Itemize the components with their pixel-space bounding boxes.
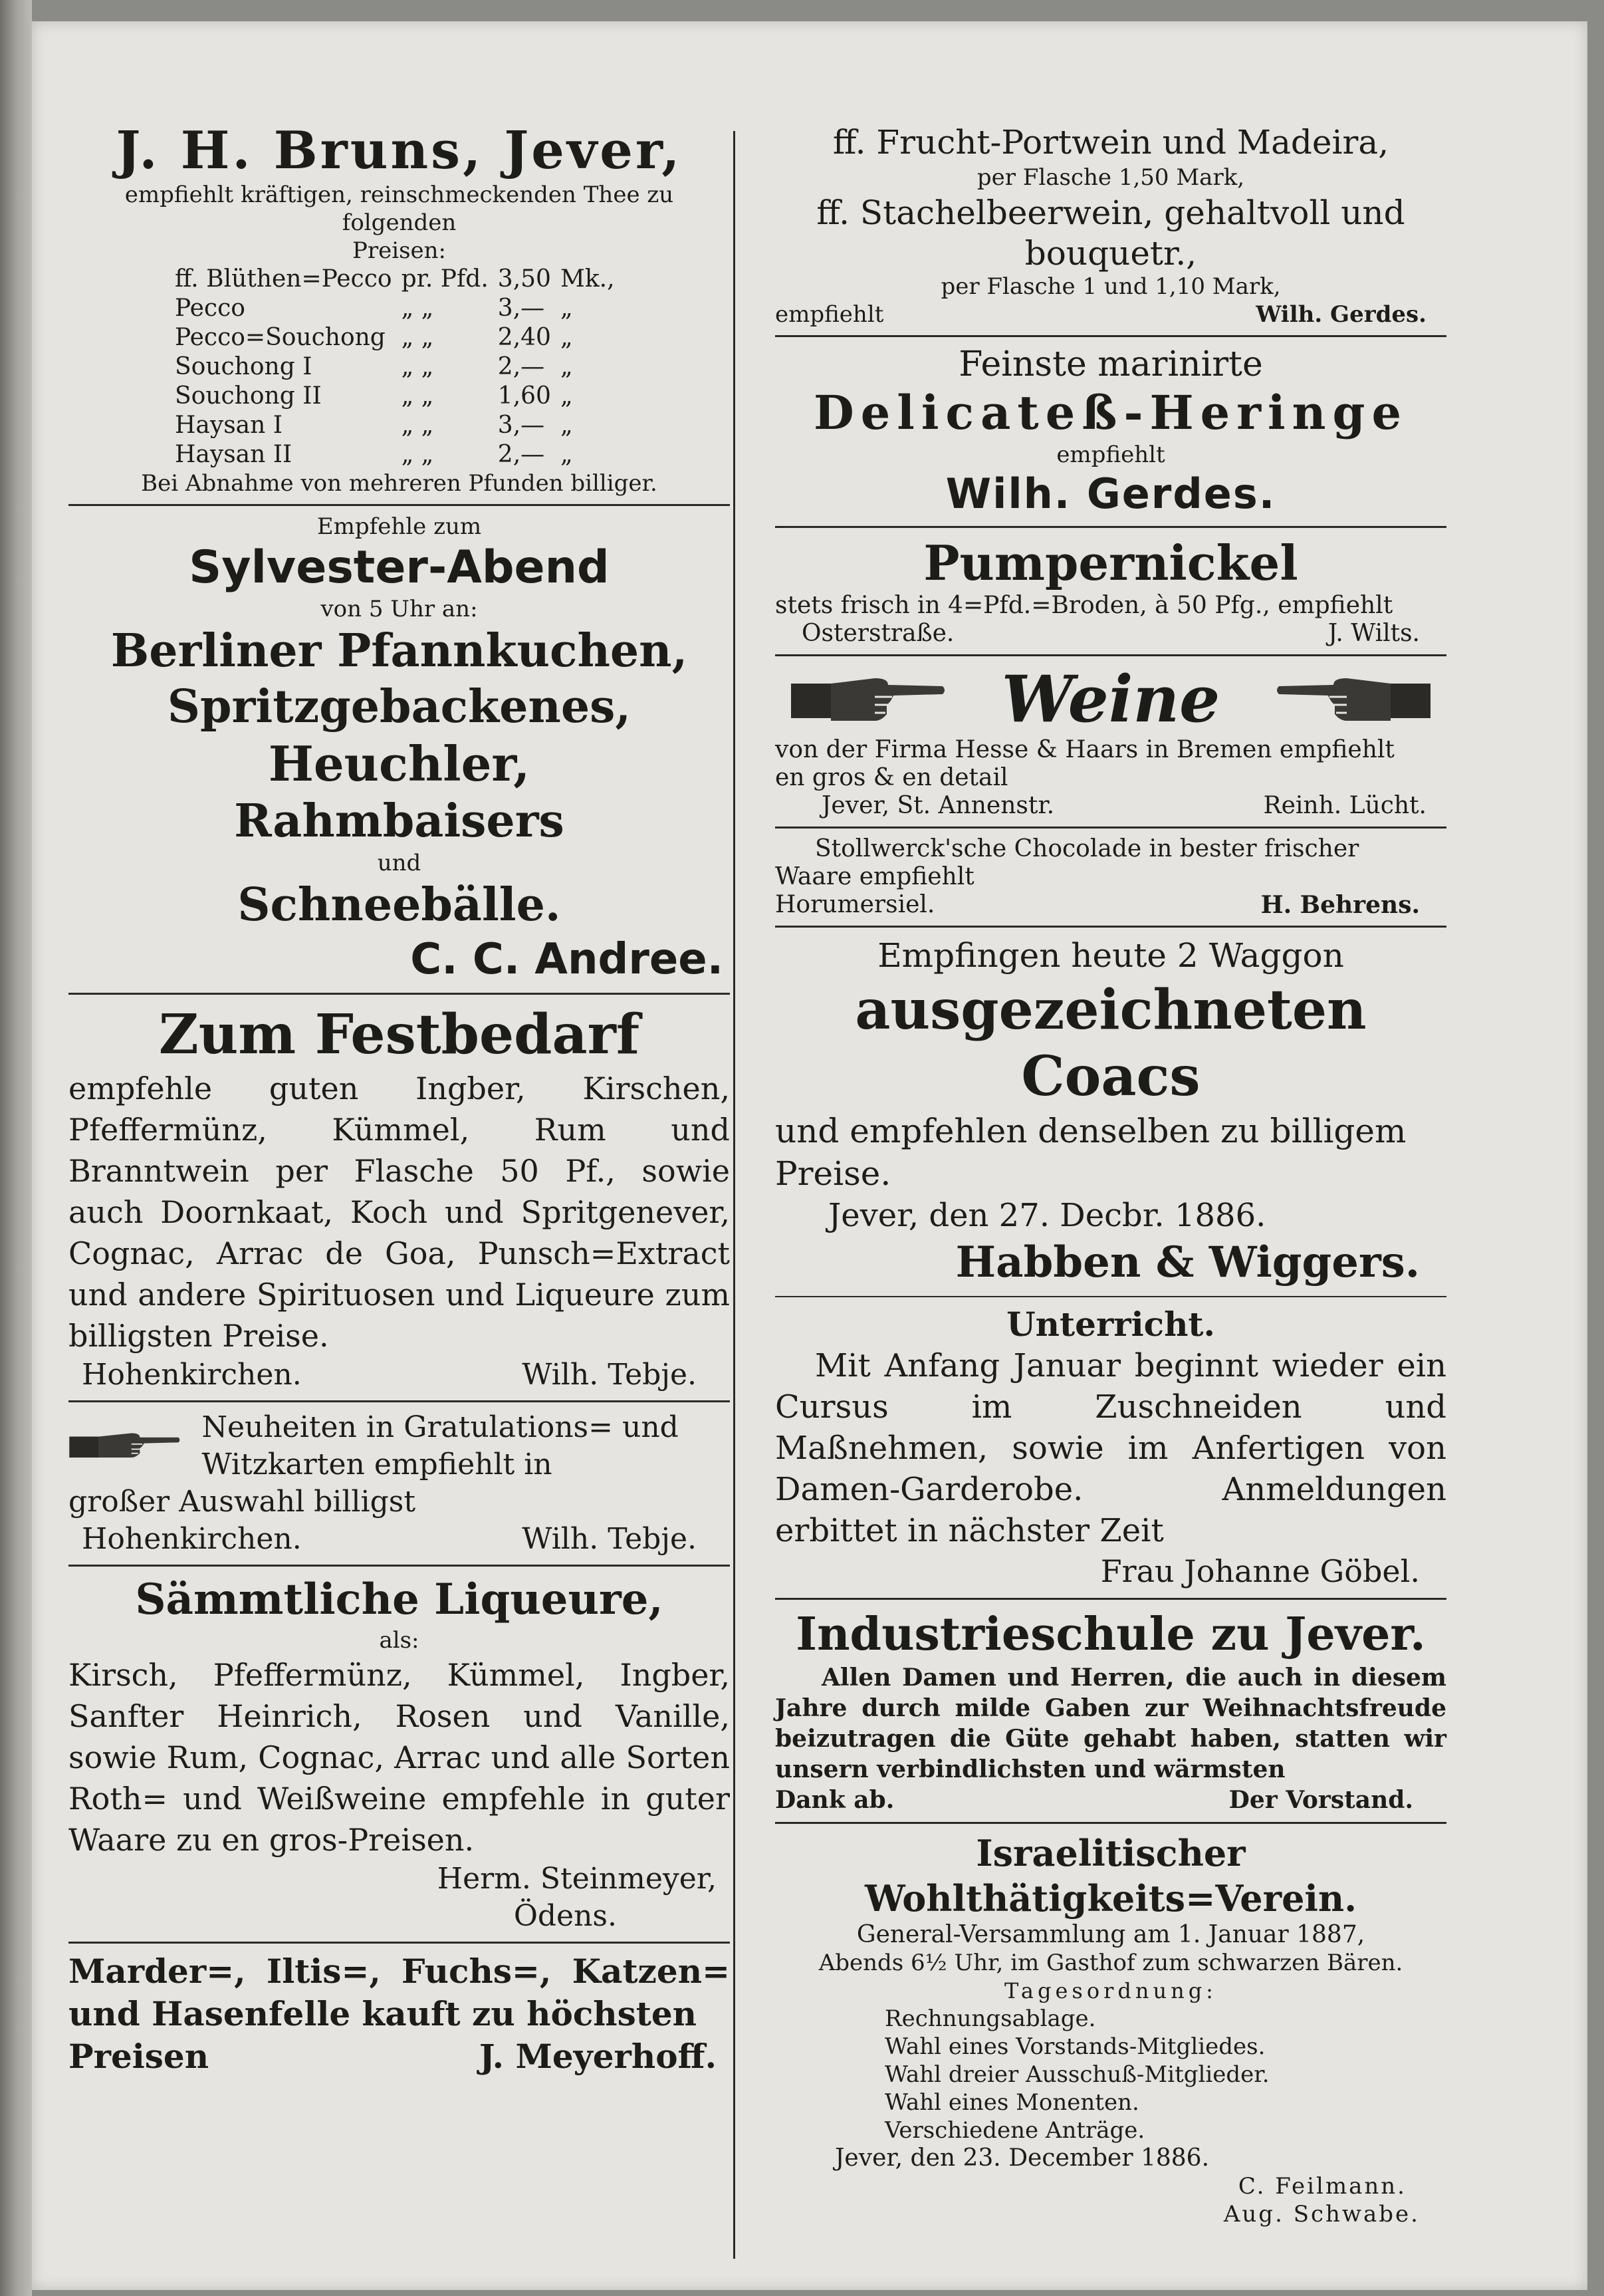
ad-footer [775, 1785, 1446, 1815]
separator [775, 1296, 1446, 1297]
ad-footer [775, 891, 1446, 919]
separator [775, 1822, 1446, 1824]
book-spine [0, 0, 32, 2296]
price-row [175, 352, 624, 382]
ad-signature: C. C. Andree. [410, 935, 723, 984]
separator [68, 504, 730, 506]
ad-signature: J. Wilts. [1327, 620, 1420, 647]
ad-text: Dank ab. [775, 1786, 895, 1814]
ad-gerdes-wein [775, 121, 1446, 328]
ad-text: und empfehlen denselben zu billigem [775, 1112, 1407, 1150]
ad-text: General-Versammlung am 1. Januar 1887, [856, 1921, 1365, 1948]
pointing-hand-left-icon [1274, 666, 1433, 733]
ad-heading: Sämmtliche Liqueure, [135, 1575, 663, 1624]
ad-signature: Habben & Wiggers. [955, 1237, 1420, 1287]
ad-signature: Der Vorstand. [1228, 1786, 1413, 1814]
ad-text: bouquetr., [1024, 234, 1197, 273]
price-cur: „ [560, 412, 573, 439]
agenda-item: Wahl eines Vorstands-Mitgliedes. [885, 2033, 1266, 2060]
ad-text: Mit Anfang Januar beginnt wieder ein Cursus im Zuschneiden und Maßnehmen, sowie im Anfertigen von Damen-Garderobe. Anmeldungen erbittet in nächster Zeit [775, 1347, 1446, 1549]
agenda-list [775, 2005, 1446, 2144]
ad-heading: Zum Festbedarf [158, 1003, 640, 1067]
price-unit: „ „ [401, 382, 434, 410]
ad-text: und [377, 850, 421, 876]
agenda-item: Wahl eines Monenten. [885, 2089, 1139, 2116]
right-column [775, 121, 1446, 2228]
price-row [175, 411, 624, 440]
price-cur: „ [560, 441, 573, 468]
pointing-hand-right-icon [788, 666, 948, 733]
ad-signature: Herm. Steinmeyer, [437, 1862, 717, 1896]
ad-text: Preisen [68, 2037, 209, 2076]
price-price: 2,40 [497, 324, 551, 351]
ad-pumpernickel [775, 535, 1446, 648]
ad-footer [68, 2035, 730, 2078]
ad-signature: Aug. Schwabe. [1223, 2201, 1420, 2228]
ad-text: von 5 Uhr an: [320, 596, 478, 622]
ad-text: per Flasche 1 und 1,10 Mark, [941, 273, 1281, 300]
ad-heading: ausgezeichneten Coacs [855, 978, 1367, 1108]
ad-text: Bei Abnahme von mehreren Pfunden billiger. [141, 470, 657, 497]
ad-weine [775, 663, 1446, 820]
ad-signature: Wilh. Tebje. [522, 1358, 697, 1392]
ad-heading: Heuchler, [268, 735, 530, 792]
price-cur: „ [560, 382, 573, 410]
ad-liqueure [68, 1573, 730, 1935]
ad-text: Waare empfiehlt [775, 863, 974, 890]
price-price: 1,60 [497, 382, 551, 410]
price-row [175, 382, 624, 411]
ad-text: empfiehlt kräftigen, reinschmeckenden Thee zu folgenden [124, 182, 674, 236]
ad-text: empfehle guten Ingber, Kirschen, Pfeffermünz, Kümmel, Rum und Branntwein per Flasche 50 Pf., sowie auch Doornkaat, Koch und Spritgenever, Cognac, Arrac de Goa, Punsch=Extract und andere Spirituosen und Liqueure zum billigsten Preise. [68, 1071, 730, 1354]
ad-footer [775, 301, 1446, 328]
ad-text: stets frisch in 4=Pfd.=Broden, à 50 Pfg., empfiehlt [775, 592, 1393, 619]
price-unit: „ „ [401, 412, 434, 439]
ad-place: Horumersiel. [775, 891, 935, 918]
ad-verein [775, 1831, 1446, 2228]
price-price: 3,50 [497, 265, 551, 293]
ad-heading: Sylvester-Abend [189, 541, 610, 594]
ad-text: Stollwerck'sche Chocolade in bester frischer [815, 835, 1359, 862]
ad-heringe [775, 344, 1446, 519]
ad-place: Hohenkirchen. [82, 1522, 302, 1556]
ad-text: empfiehlt [775, 301, 884, 328]
ad-text: ff. Stachelbeerwein, gehaltvoll und [816, 193, 1405, 232]
newspaper-page [32, 21, 1587, 2290]
ad-text: Feinste marinirte [959, 344, 1263, 384]
separator [68, 1942, 730, 1944]
ad-andree [68, 513, 730, 986]
ad-text: Empfehle zum [316, 513, 482, 540]
separator [775, 654, 1446, 656]
price-name: Souchong I [175, 353, 312, 380]
price-row [175, 294, 624, 323]
price-unit: „ „ [401, 353, 434, 380]
ad-signature: Frau Johanne Göbel. [1100, 1553, 1420, 1589]
ad-festbedarf [68, 1001, 730, 1394]
ad-karten-top [68, 1409, 730, 1483]
ad-heading: J. H. Bruns, Jever, [116, 120, 683, 181]
pointing-hand-icon [68, 1416, 181, 1476]
ad-text: Neuheiten in Gratulations= und Witzkarten empfiehlt in [201, 1410, 679, 1481]
ad-text: Preise. [775, 1154, 891, 1193]
ad-text: von der Firma Hesse & Haars in Bremen empfiehlt [775, 736, 1395, 763]
ad-text: Marder=, Iltis=, Fuchs=, Katzen= und Hasenfelle kauft zu höchsten [68, 1952, 730, 2033]
separator [68, 1565, 730, 1567]
price-price: 2,— [497, 353, 545, 380]
price-unit: „ „ [401, 324, 434, 351]
price-cur: Mk., [560, 265, 615, 293]
ad-text: Abends 6½ Uhr, im Gasthof zum schwarzen Bären. [818, 1950, 1403, 1976]
ad-signature: H. Behrens. [1260, 891, 1420, 919]
separator [775, 526, 1446, 528]
price-cur: „ [560, 324, 573, 351]
price-price: 2,— [497, 441, 545, 468]
ad-heading: Pumpernickel [923, 535, 1298, 591]
ad-date: Jever, den 27. Decbr. 1886. [828, 1197, 1266, 1234]
separator [775, 926, 1446, 928]
ad-heading: Israelitischer Wohlthätigkeits=Verein. [865, 1832, 1357, 1920]
price-cur: „ [560, 353, 573, 380]
ad-text: Preisen: [352, 237, 447, 264]
column-divider [733, 131, 735, 2259]
separator [775, 827, 1446, 829]
price-row [175, 323, 624, 352]
price-name: Haysan I [175, 412, 283, 439]
ad-footer [775, 792, 1446, 820]
ad-text: großer Auswahl billigst [68, 1485, 416, 1519]
price-unit: pr. Pfd. [401, 265, 489, 293]
separator [68, 993, 730, 995]
ad-heading: Industrieschule zu Jever. [796, 1608, 1426, 1661]
ad-heading: Spritzgebackenes, [167, 680, 631, 733]
ad-place: Jever, St. Annenstr. [822, 792, 1055, 819]
price-name: ff. Blüthen=Pecco [175, 265, 392, 293]
ad-text: ff. Frucht-Portwein und Madeira, [832, 123, 1389, 162]
ad-place: Ödens. [513, 1899, 617, 1933]
ad-text: per Flasche 1,50 Mark, [976, 164, 1245, 191]
ad-text: Empfingen heute 2 Waggon [877, 936, 1344, 975]
ad-signature: Reinh. Lücht. [1263, 792, 1427, 819]
ad-text: Allen Damen und Herren, die auch in diesem Jahre durch milde Gaben zur Weihnachtsfreude beizutragen die Güte gehabt haben, statten wir unsern verbindlichsten und wärmsten [775, 1664, 1446, 1783]
ad-signature: Wilh. Tebje. [522, 1522, 697, 1556]
ad-chocolade [775, 835, 1446, 919]
ad-footer [68, 1521, 730, 1558]
ad-text: als: [379, 1627, 419, 1654]
price-name: Haysan II [175, 441, 292, 468]
left-column [68, 121, 730, 2078]
ad-heading: Delicateß-Heringe [813, 385, 1409, 440]
ad-meyerhoff [68, 1950, 730, 2078]
ad-industrieschule [775, 1606, 1446, 1815]
price-cur: „ [560, 295, 573, 322]
ad-heading: Rahmbaisers [234, 795, 564, 848]
agenda-item: Verschiedene Anträge. [885, 2117, 1145, 2144]
separator [775, 335, 1446, 337]
ad-text: en gros & en detail [775, 764, 1008, 791]
price-table [175, 265, 624, 469]
separator [775, 1598, 1446, 1600]
ad-signature: C. Feilmann. [1238, 2173, 1407, 2200]
price-price: 3,— [497, 412, 545, 439]
ad-heading: Weine [1001, 662, 1220, 737]
ad-signature: Wilh. Gerdes. [1256, 301, 1427, 328]
ad-signature: Wilh. Gerdes. [945, 469, 1276, 518]
ad-signature: J. Meyerhoff. [479, 2037, 717, 2076]
separator [68, 1400, 730, 1402]
ad-unterricht [775, 1304, 1446, 1591]
price-unit: „ „ [401, 441, 434, 468]
price-name: Pecco=Souchong [175, 324, 386, 351]
price-name: Souchong II [175, 382, 322, 410]
ad-footer [775, 620, 1446, 648]
ad-text: empfiehlt [1056, 442, 1165, 468]
agenda-item: Wahl dreier Ausschuß-Mitglieder. [885, 2061, 1270, 2088]
ad-weine-header [775, 663, 1446, 736]
price-row [175, 265, 624, 294]
ad-heading: Schneebälle. [237, 878, 561, 932]
ad-footer [68, 1356, 730, 1394]
price-row [175, 440, 624, 469]
ad-date: Jever, den 23. December 1886. [835, 2144, 1210, 2172]
ad-coacs [775, 934, 1446, 1289]
ad-text: Kirsch, Pfeffermünz, Kümmel, Ingber, Sanfter Heinrich, Rosen und Vanille, sowie Rum, Cognac, Arrac und alle Sorten Roth= und Weißweine empfehle in guter Waare zu en gros-Preisen. [68, 1657, 730, 1858]
price-name: Pecco [175, 295, 245, 322]
ad-place: Osterstraße. [802, 620, 955, 647]
price-price: 3,— [497, 295, 545, 322]
ad-karten [68, 1409, 730, 1558]
ad-text: Tagesordnung: [1004, 1978, 1217, 2003]
ad-heading: Berliner Pfannkuchen, [110, 624, 688, 678]
ad-bruns [68, 121, 730, 497]
ad-place: Hohenkirchen. [82, 1358, 302, 1392]
ad-heading: Unterricht. [1006, 1305, 1215, 1344]
price-unit: „ „ [401, 295, 434, 322]
agenda-item: Rechnungsablage. [885, 2005, 1096, 2032]
